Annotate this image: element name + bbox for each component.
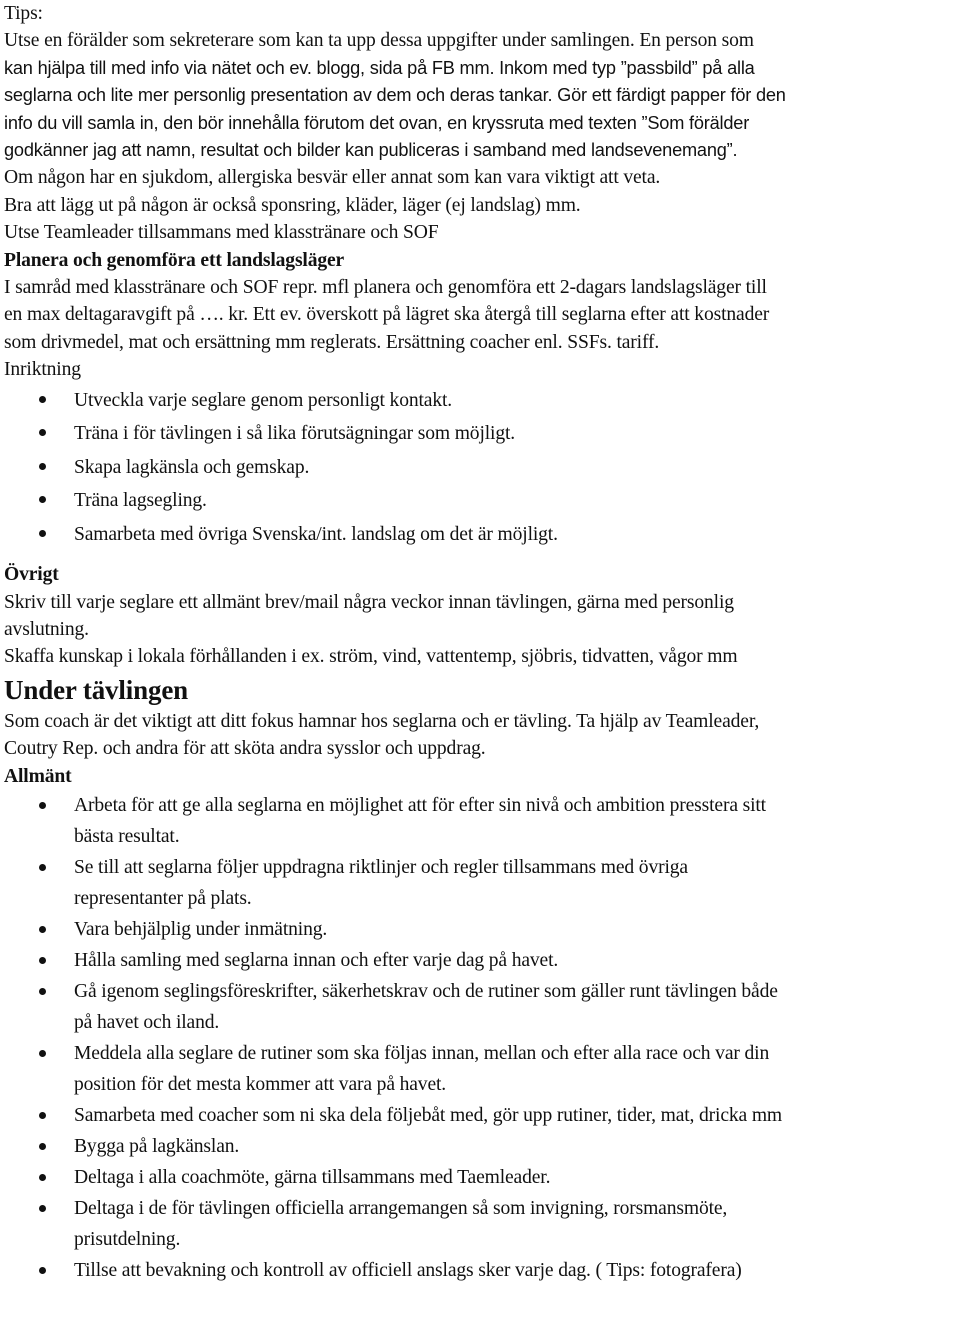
bullet-icon (39, 496, 46, 503)
list-item (4, 417, 958, 451)
bullet-icon (39, 988, 46, 995)
list-item-text: Se till att seglarna följer uppdragna riktlinjer och regler tillsammans med övriga (74, 857, 688, 879)
ovrigt-line: Skriv till varje seglare ett allmänt brev/mail några veckor innan tävlingen, gärna med personlig (4, 591, 734, 613)
allmant-heading: Allmänt (4, 765, 72, 787)
tips-heading: Tips: (4, 3, 43, 24)
tips-line: Utse Teamleader tillsammans med klasstränare och SOF (4, 222, 439, 244)
list-item-text: Träna i för tävlingen i så lika förutsägningar som möjligt. (74, 423, 516, 445)
list-item (4, 790, 958, 852)
bullet-icon (39, 802, 46, 809)
planera-line: I samråd med klasstränare och SOF repr. mfl planera och genomföra ett 2-dagars landslagsläger till (4, 277, 767, 299)
bullet-icon (39, 1143, 46, 1150)
list-item (4, 914, 958, 945)
list-item-text: Deltaga i de för tävlingen officiella arrangemangen så som invigning, rorsmansmöte, (74, 1198, 728, 1220)
bullet-icon (39, 463, 46, 470)
list-item (4, 945, 958, 976)
list-item (4, 484, 958, 518)
bullet-icon (39, 530, 46, 537)
inriktning-heading: Inriktning (4, 359, 81, 381)
list-item (4, 518, 958, 552)
bullet-icon (39, 1050, 46, 1057)
list-item-text: på havet och iland. (74, 1012, 220, 1034)
list-item-text: Bygga på lagkänslan. (74, 1136, 240, 1158)
list-item-text: Samarbeta med coacher som ni ska dela följebåt med, gör upp rutiner, tider, mat, dricka mm (74, 1105, 783, 1127)
list-item-text: prisutdelning. (74, 1229, 181, 1251)
bullet-icon (39, 429, 46, 436)
bullet-icon (39, 1174, 46, 1181)
list-item-text: representanter på plats. (74, 888, 252, 910)
under-line: Coutry Rep. och andra för att sköta andra sysslor och uppdrag. (4, 738, 486, 760)
list-item-text: Samarbeta med övriga Svenska/int. landslag om det är möjligt. (74, 523, 558, 545)
planera-heading: Planera och genomföra ett landslagsläger (4, 249, 345, 271)
list-item (4, 1038, 958, 1100)
list-item-text: Utveckla varje seglare genom personligt kontakt. (74, 389, 453, 411)
bullet-icon (39, 396, 46, 403)
tips-line: Bra att lägg ut på någon är också sponsring, kläder, läger (ej landslag) mm. (4, 194, 581, 216)
bullet-icon (39, 1267, 46, 1274)
bullet-icon (39, 864, 46, 871)
list-item-text: Vara behjälplig under inmätning. (74, 919, 328, 941)
list-item (4, 1255, 958, 1286)
list-item (4, 1193, 958, 1255)
list-item (4, 1162, 958, 1193)
tips-line: Om någon har en sjukdom, allergiska besvär eller annat som kan vara viktigt att veta. (4, 167, 661, 189)
tips-line: godkänner jag att namn, resultat och bilder kan publiceras i samband med landsevenemang”. (4, 140, 738, 161)
tips-line: kan hjälpa till med info via nätet och ev. blogg, sida på FB mm. Inkom med typ ”passbild” på alla (4, 57, 755, 78)
list-item (4, 1100, 958, 1131)
list-item (4, 852, 958, 914)
list-item-text: Träna lagsegling. (74, 490, 207, 512)
list-item-text: Skapa lagkänsla och gemskap. (74, 456, 310, 478)
under-heading: Under tävlingen (4, 674, 189, 705)
inriktning-list (4, 384, 958, 552)
ovrigt-heading: Övrigt (4, 564, 59, 586)
list-item (4, 1131, 958, 1162)
list-item-text: Meddela alla seglare de rutiner som ska följas innan, mellan och efter alla race och var din (74, 1043, 770, 1065)
bullet-icon (39, 1112, 46, 1119)
list-item (4, 384, 958, 418)
document-page (4, 0, 958, 1286)
planera-line: som drivmedel, mat och ersättning mm reglerats. Ersättning coacher enl. SSFs. tariff. (4, 331, 660, 353)
list-item (4, 451, 958, 485)
ovrigt-line: Skaffa kunskap i lokala förhållanden i ex. ström, vind, vattentemp, sjöbris, tidvatten, vågor mm (4, 646, 738, 668)
under-line: Som coach är det viktigt att ditt fokus hamnar hos seglarna och er tävling. Ta hjälp av Teamleader, (4, 710, 760, 732)
tips-line: seglarna och lite mer personlig presentation av dem och deras tankar. Gör ett färdigt papper för den (4, 85, 786, 106)
bullet-icon (39, 1205, 46, 1212)
ovrigt-line: avslutning. (4, 619, 89, 640)
list-item (4, 976, 958, 1038)
list-item-text: Hålla samling med seglarna innan och efter varje dag på havet. (74, 950, 559, 972)
planera-line: en max deltagaravgift på …. kr. Ett ev. överskott på lägret ska återgå till seglarna efter att kostnader (4, 304, 770, 326)
bullet-icon (39, 957, 46, 964)
list-item-text: bästa resultat. (74, 826, 180, 848)
allmant-list (4, 790, 958, 1286)
tips-line: Utse en förälder som sekreterare som kan ta upp dessa uppgifter under samlingen. En person som (4, 30, 754, 52)
list-item-text: Deltaga i alla coachmöte, gärna tillsammans med Taemleader. (74, 1167, 551, 1189)
list-item-text: position för det mesta kommer att vara på havet. (74, 1074, 447, 1096)
section-gap (4, 551, 958, 561)
tips-line: info du vill samla in, den bör innehålla förutom det ovan, en kryssruta med texten ”Som förälder (4, 112, 750, 133)
list-item-text: Tillse att bevakning och kontroll av officiell anslags sker varje dag. ( Tips: fotografera) (74, 1260, 742, 1282)
list-item-text: Gå igenom seglingsföreskrifter, säkerhetskrav och de rutiner som gäller runt tävlingen både (74, 981, 778, 1003)
bullet-icon (39, 926, 46, 933)
list-item-text: Arbeta för att ge alla seglarna en möjlighet att för efter sin nivå och ambition presstera sitt (74, 795, 766, 817)
